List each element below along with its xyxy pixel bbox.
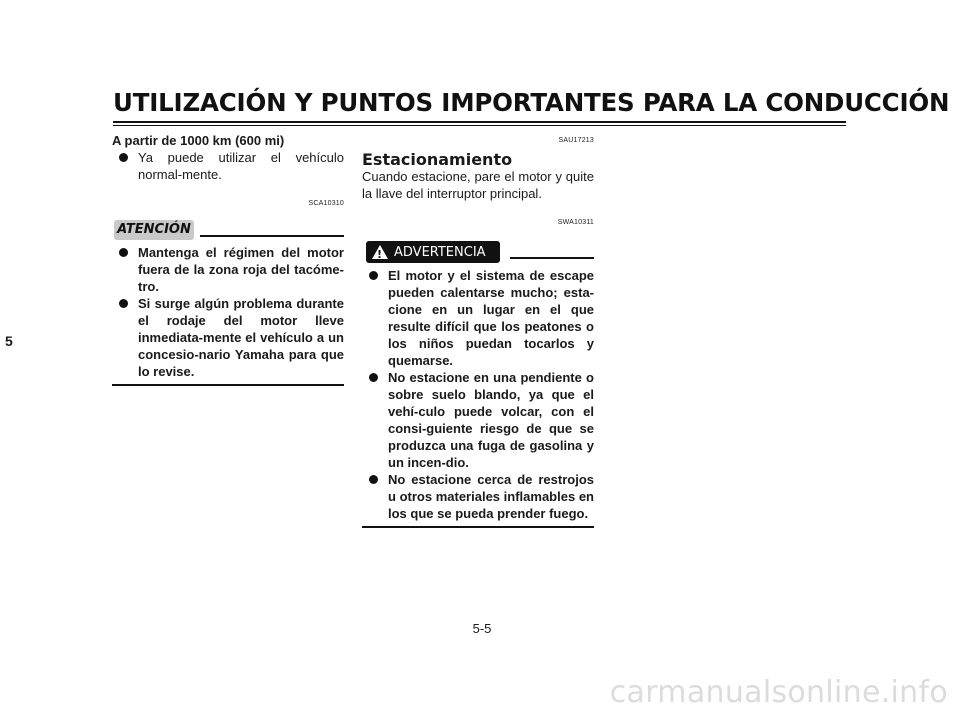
list-item xyxy=(362,369,594,471)
bullet-text: Ya puede utilizar el vehículo normal-mente. xyxy=(138,150,344,182)
left-column xyxy=(112,132,344,386)
watermark: carmanualsonline.info xyxy=(609,675,948,710)
warning-header-rule xyxy=(510,257,594,259)
section-body: Cuando estacione, pare el motor y quite la llave del interruptor principal. xyxy=(362,169,594,201)
bullet-dot-icon xyxy=(119,299,128,308)
atencion-label: ATENCIÓN xyxy=(114,220,194,240)
header-rule-top xyxy=(113,121,846,123)
right-column xyxy=(362,132,594,528)
bullet-dot-icon xyxy=(119,248,128,257)
list-item xyxy=(112,295,344,380)
list-item xyxy=(362,267,594,369)
notice-code: SCA10310 xyxy=(308,200,344,207)
bullet-text: Mantenga el régimen del motor fuera de la zona roja del tacóme-tro. xyxy=(138,245,344,294)
bullet-text: Si surge algún problema durante el rodaje del motor lleve inmediata-mente el vehículo a un concesio-nario Yamaha para que lo revise. xyxy=(138,296,344,379)
advertencia-text: ADVERTENCIA xyxy=(394,244,486,260)
bullet-dot-icon xyxy=(369,475,378,484)
section-code: SAU17213 xyxy=(558,137,594,144)
list-item xyxy=(112,149,344,183)
header-rule-bottom xyxy=(113,125,846,126)
list-item xyxy=(112,244,344,295)
section-title: Estacionamiento xyxy=(362,150,513,169)
bullet-text: El motor y el sistema de escape pueden calentarse mucho; esta-cione en un lugar en el que resulte difícil que los peatones o los niños puedan tocarlos y quemarse. xyxy=(388,268,594,368)
notice-footer-rule xyxy=(112,384,344,386)
page-header-title: UTILIZACIÓN Y PUNTOS IMPORTANTES PARA LA CONDUCCIÓN xyxy=(113,88,950,117)
notice-header-rule xyxy=(200,235,344,237)
list-item xyxy=(362,471,594,522)
advertencia-label xyxy=(366,241,500,263)
notice-header xyxy=(112,220,344,242)
bullet-dot-icon xyxy=(119,153,128,162)
break-in-subheading: A partir de 1000 km (600 mi) xyxy=(112,133,285,148)
bullet-text: No estacione en una pendiente o sobre suelo blando, ya que el vehí-culo puede volcar, con el consi-guiente riesgo de que se produzca una fuga de gasolina y un incen-dio. xyxy=(388,370,594,470)
page-number: 5-5 xyxy=(472,621,492,636)
chapter-tab: 5 xyxy=(5,333,13,349)
warning-header xyxy=(362,241,594,265)
warning-code: SWA10311 xyxy=(557,219,594,226)
bullet-dot-icon xyxy=(369,373,378,382)
warning-triangle-icon xyxy=(372,245,388,259)
bullet-dot-icon xyxy=(369,271,378,280)
warning-footer-rule xyxy=(362,526,594,528)
bullet-text: No estacione cerca de restrojos u otros materiales inflamables en los que se pueda prender fuego. xyxy=(388,472,594,521)
